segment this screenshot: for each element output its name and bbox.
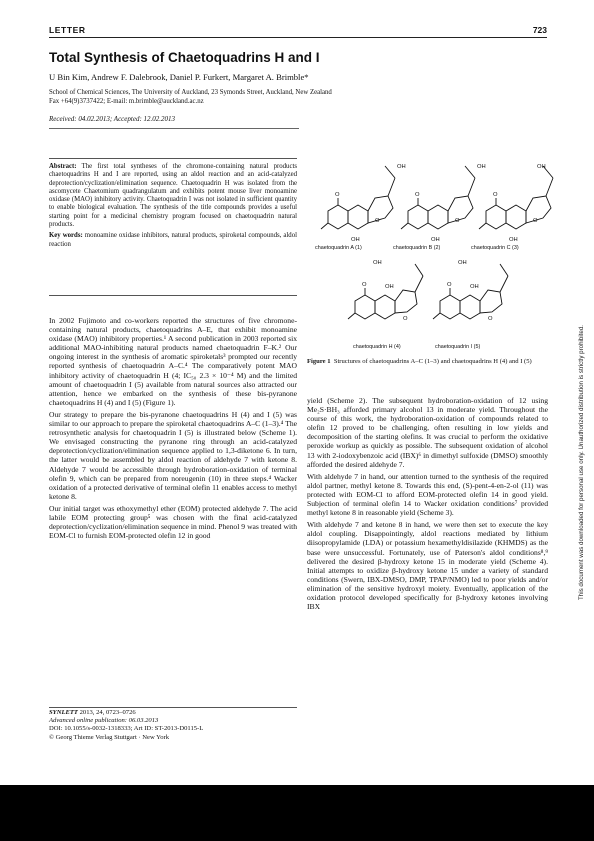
figure-caption — [307, 358, 549, 366]
compound-label: chaetoquadrin B (2) — [393, 245, 441, 251]
received-dates: Received: 04.02.2013; Accepted: 12.02.2013 — [49, 115, 176, 123]
title-rule — [49, 128, 299, 129]
atom-label: OH — [397, 164, 406, 170]
article-title: Total Synthesis of Chaetoquadrins H and I — [49, 50, 320, 65]
paragraph: Our strategy to prepare the bis-pyranone chaetoquadrins H (4) and I (5) was similar to our approach to prepare the spiroketal chaetoquadrins A–C (1–3).⁴ The retrosynthetic analysis for chaetoquadrin I (5) is illustrated below (Scheme 1). We envisaged constructing the pyranone ring through an acid-catalyzed deprotection/cyclization/elimination sequence applied to 1,3-diketone 6. In turn, the latter would be assembled by aldol reaction of aldehyde 7 with ketone 8. Aldehyde 7 would be accessible through hydroboration-oxidation of terminal olefin 9, which can be prepared from noreugenin (10) in three steps.⁴ Wacker oxidation of a protected derivative of terminal olefin 11 enables access to methyl ketone 8. — [49, 409, 297, 501]
atom-label: OH — [458, 260, 467, 266]
right-column — [307, 396, 548, 614]
structure-2 — [401, 164, 486, 243]
affiliation-block — [49, 88, 469, 106]
structure-3 — [479, 164, 553, 243]
abstract-text: The first total syntheses of the chromone-containing natural products chaetoquadrins H and I are reported, using an aldol reaction and an acid-catalyzed deprotection/cyclization/elimination sequence. Chaetoquadrin H was isolated from the ascomycete Chaetomium quadrangulatum and exhibits potent mouse liver monoamine oxidase (MAO) inhibitory activity. Chaetoquadrin I was not isolated in sufficient quantity to enable biological evaluation. The synthesis of the title compounds provides a useful starting point for a medicinal chemistry program focused on chaetoquadrin natural products. — [49, 163, 297, 229]
keywords-label: Key words: — [49, 232, 83, 240]
journal-name: SYNLETT — [49, 709, 78, 716]
footer-rule — [49, 707, 297, 708]
figure-caption-text: Structures of chaetoquadrins A–C (1–3) and chaetoquadrins H (4) and I (5) — [333, 358, 532, 365]
atom-label: OH — [477, 164, 486, 170]
citation: 2013, 24, 0723–0726 — [79, 709, 136, 716]
author-list: U Bin Kim, Andrew F. Dalebrook, Daniel P. Furkert, Margaret A. Brimble* — [49, 72, 309, 82]
atom-label: O — [362, 282, 367, 288]
footer-info — [49, 709, 279, 742]
atom-label: O — [488, 316, 493, 322]
abstract — [49, 163, 297, 229]
structure-4 — [348, 260, 423, 322]
compound-label: chaetoquadrin H (4) — [353, 344, 401, 350]
atom-label: O — [447, 282, 452, 288]
atom-label: OH — [385, 284, 394, 290]
paragraph: With aldehyde 7 and ketone 8 in hand, we were then set to execute the key aldol coupling. Disappointingly, aldol reactions mediated by lithium diisopropylamide (LDA) or potassium hexamethyldisilazide (KHMDS) as the base were unsuccessful. Fortunately, use of Paterson's aldol conditions⁸,⁹ delivered the desired β-hydroxy ketone 15 in moderate yield (Scheme 4). Initial attempts to oxidize β-hydroxy ketone 15 under a variety of standard conditions (Swern, IBX-DMSO, DMP, TPAP/NMO) led to poor yields and/or elimination of the sensitive hydroxyl moiety. Eventually, application of the oxidation protocol developed specifically for β-hydroxy ketones involving IBX — [307, 520, 548, 612]
copyright: © Georg Thieme Verlag Stuttgart · New York — [49, 733, 170, 741]
figure-caption-label: Figure 1 — [307, 358, 331, 365]
atom-label: OH — [509, 237, 518, 243]
atom-label: O — [335, 192, 340, 198]
paragraph: Our initial target was ethoxymethyl ether (EOM) protected aldehyde 7. The acid labile EOM protecting group⁵ was chosen with the final acid-catalyzed deprotection/cyclization/elimination sequence in mind. Phenol 9 was treated with EOM-Cl to furnish EOM-protected olefin 12 in good — [49, 503, 297, 541]
atom-label: OH — [537, 164, 546, 170]
figure-structures — [305, 148, 555, 353]
header-rule — [49, 37, 547, 38]
contact-info: Fax +64(9)3737422; E-mail: m.brimble@auckland.ac.nz — [49, 98, 204, 105]
compound-label: chaetoquadrin I (5) — [435, 344, 481, 350]
atom-label: OH — [431, 237, 440, 243]
atom-label: O — [375, 218, 380, 224]
abstract-label: Abstract: — [49, 163, 77, 170]
atom-label: OH — [351, 237, 360, 243]
atom-label: OH — [373, 260, 382, 266]
structure-5 — [433, 260, 508, 322]
atom-label: O — [455, 218, 460, 224]
paragraph: In 2002 Fujimoto and co-workers reported the structures of five chromone-containing natural products, chaetoquadrins A–E, that exhibit monoamine oxidase (MAO) inhibitory properties.¹ A second publication in 2003 reported six additional MAO-inhibiting natural products named chaetoquadrin F–K.² Our ongoing interest in the synthesis of aromatic spiroketals³ prompted our recently reported synthesis of chaetoquadrin A–C.⁴ The comparatively potent MAO inhibitory activity of chaetoquadrin H (4; IC₅₀ 2.3 × 10⁻⁴ M) and the limited amount of chaetoquadrin I (5) available from natural sources also attracted our attention, hence we embarked on the synthesis of these bis-pyranone chaetoquadrins H (4) and I (5) (Figure 1). — [49, 316, 297, 407]
atom-label: O — [403, 316, 408, 322]
structure-1 — [321, 164, 406, 243]
online-date: Advanced online publication: 06.03.2013 — [49, 717, 159, 725]
section-label: LETTER — [49, 25, 86, 35]
affiliation: School of Chemical Sciences, The University of Auckland, 23 Symonds Street, Auckland, New Zealand — [49, 89, 332, 96]
abstract-box — [49, 158, 297, 296]
compound-label: chaetoquadrin C (3) — [471, 245, 519, 251]
atom-label: OH — [470, 284, 479, 290]
atom-label: O — [493, 192, 498, 198]
compound-label: chaetoquadrin A (1) — [315, 245, 362, 251]
paragraph: With aldehyde 7 in hand, our attention turned to the synthesis of the required aldol partner, methyl ketone 8. Towards this end, (S)-pent-4-en-2-ol (11) was protected with EOM-Cl to afford EOM-protected olefin 14 in good yield. Subjection of terminal olefin 14 to Wacker oxidation conditions⁷ provided methyl ketone 8 in reasonable yield (Scheme 3). — [307, 471, 548, 518]
left-column — [49, 316, 297, 543]
paragraph: yield (Scheme 2). The subsequent hydroboration-oxidation of 12 using Me₂S·BH₃ afforded primary alcohol 13 in moderate yield. Throughout the course of this work, the hydroboration-oxidation of compounds related to olefin 12 proved to be challenging, often resulting in low yields and decomposition of the starting olefins. It was crucial to perform the oxidative peroxide workup as quickly as possible. The subsequent oxidation of alcohol 13 with 2-iodoxybenzoic acid (IBX)⁶ in dimethyl sulfoxide (DMSO) smoothly afforded the desired aldehyde 7. — [307, 396, 548, 469]
journal-citation — [49, 709, 279, 717]
page-number: 723 — [532, 25, 547, 35]
doi: DOI: 10.1055/s-0032-1318333; Art ID: ST-2013-D0115-L — [49, 725, 204, 733]
keywords-text: monoamine oxidase inhibitors, natural products, spiroketal compounds, aldol reaction — [49, 232, 297, 248]
keywords — [49, 232, 297, 249]
download-notice: This document was downloaded for personal use only. Unauthorized distribution is strictly prohibited. — [578, 324, 585, 600]
atom-label: O — [533, 218, 538, 224]
atom-label: O — [415, 192, 420, 198]
